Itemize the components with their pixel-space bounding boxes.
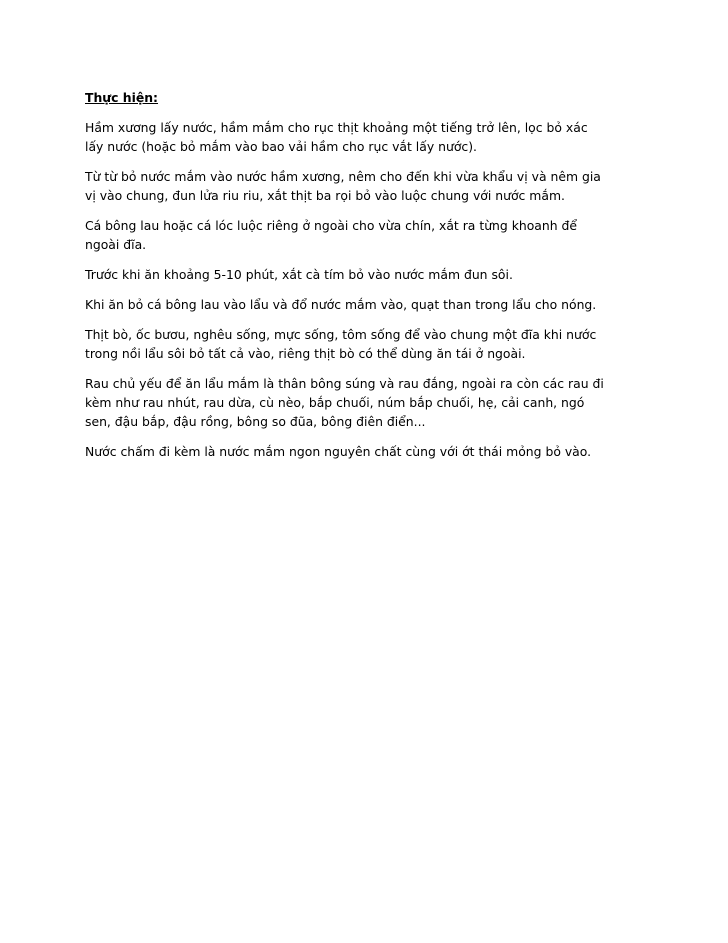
- paragraph-seasoning: [85, 167, 675, 205]
- paragraph-line: vị vào chung, đun lửa riu riu, xắt thịt ba rọi bỏ vào luộc chung với nước mắm.: [85, 188, 565, 203]
- paragraph-broth: [85, 118, 675, 156]
- paragraph-line: trong nồi lẩu sôi bỏ tất cả vào, riêng thịt bò có thể dùng ăn tái ở ngoài.: [85, 346, 526, 361]
- paragraph-line: kèm như rau nhút, rau dừa, cù nèo, bắp chuối, núm bắp chuối, hẹ, cải canh, ngó: [85, 395, 585, 410]
- paragraph-line: Thịt bò, ốc bươu, nghêu sống, mực sống, tôm sống để vào chung một đĩa khi nước: [85, 327, 597, 342]
- paragraph-line: Cá bông lau hoặc cá lóc luộc riêng ở ngoài cho vừa chín, xắt ra từng khoanh để: [85, 218, 578, 233]
- paragraph-fish: [85, 216, 675, 254]
- section-heading: Thực hiện:: [85, 90, 159, 105]
- paragraph-seafood: [85, 325, 675, 363]
- paragraph-line: Rau chủ yếu để ăn lẩu mắm là thân bông súng và rau đắng, ngoài ra còn các rau đi: [85, 376, 604, 391]
- paragraph-line: Từ từ bỏ nước mắm vào nước hầm xương, nêm cho đến khi vừa khẩu vị và nêm gia: [85, 169, 601, 184]
- paragraph-serving: [85, 295, 675, 314]
- paragraph-line: ngoài đĩa.: [85, 237, 147, 252]
- paragraph-line: sen, đậu bắp, đậu rồng, bông so đũa, bông điên điển...: [85, 414, 426, 429]
- paragraph-line: lấy nước (hoặc bỏ mắm vào bao vải hầm cho rục vắt lấy nước).: [85, 139, 477, 154]
- paragraph-vegetables: [85, 374, 675, 431]
- paragraph-line: Nước chấm đi kèm là nước mắm ngon nguyên chất cùng với ớt thái mỏng bỏ vào.: [85, 444, 592, 459]
- paragraph-line: Hầm xương lấy nước, hầm mắm cho rục thịt khoảng một tiếng trở lên, lọc bỏ xác: [85, 120, 588, 135]
- paragraph-line: Trước khi ăn khoảng 5-10 phút, xắt cà tím bỏ vào nước mắm đun sôi.: [85, 267, 513, 282]
- paragraph-line: Khi ăn bỏ cá bông lau vào lẩu và đổ nước mắm vào, quạt than trong lẩu cho nóng.: [85, 297, 597, 312]
- paragraph-eggplant: [85, 265, 675, 284]
- document-page: [85, 88, 675, 472]
- paragraph-dipping-sauce: [85, 442, 675, 461]
